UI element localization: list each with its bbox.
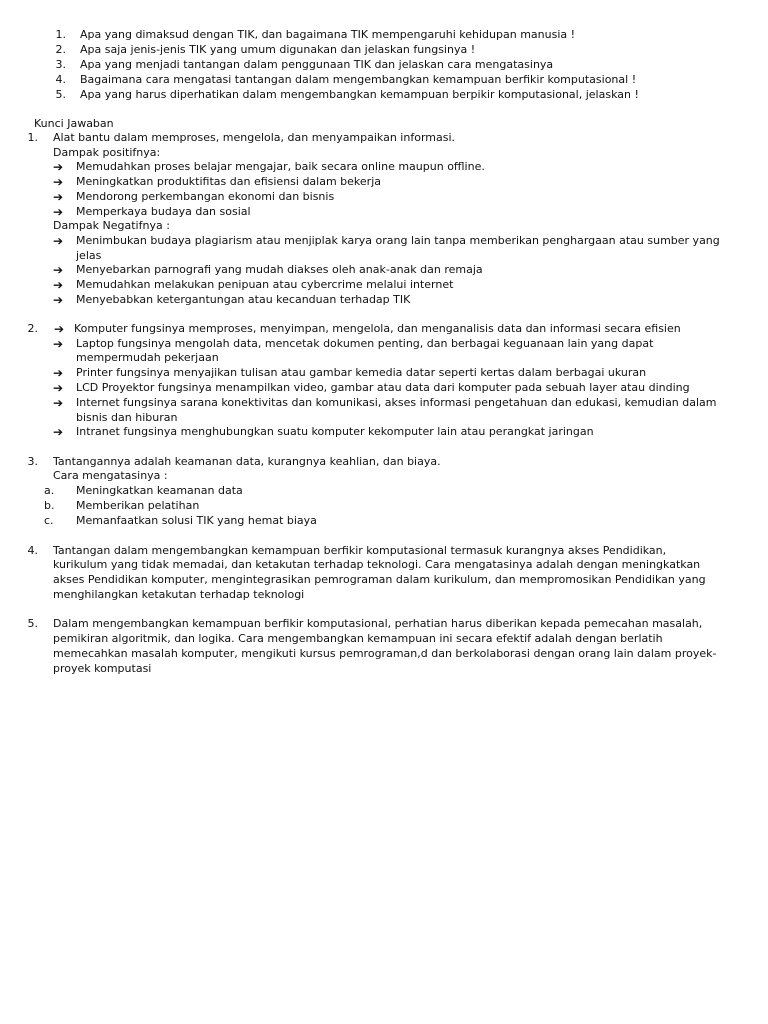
letter-marker: a. <box>44 484 55 497</box>
device-item-internet-continued: bisnis dan hiburan <box>76 411 178 424</box>
solution-item: Memanfaatkan solusi TIK yang hemat biaya <box>76 514 317 527</box>
question-3: Apa yang menjadi tantangan dalam penggunaan TIK dan jelaskan cara mengatasinya <box>80 58 554 71</box>
negative-impact-item: Menyebarkan parnografi yang mudah diakses oleh anak-anak dan remaja <box>76 263 483 276</box>
answer-4-line: menghilangkan ketakutan terhadap teknologi <box>53 588 305 601</box>
device-item-intranet: Intranet fungsinya menghubungkan suatu komputer kekomputer lain atau perangkat jaringan <box>76 425 594 438</box>
question-number: 4. <box>55 73 66 86</box>
answer-4-line: kurikulum yang tidak memadai, dan ketakutan terhadap teknologi. Cara mengatasinya adalah dengan meningkatkan <box>53 558 701 571</box>
device-item-projector: LCD Proyektor fungsinya menampilkan video, gambar atau data dari komputer pada sebuah layer atau dinding <box>76 381 690 394</box>
answer-number: 4. <box>27 544 38 557</box>
positive-impact-item: Memudahkan proses belajar mengajar, baik secara online maupun offline. <box>76 160 485 173</box>
arrow-bullet-icon: ➔ <box>53 190 64 204</box>
answer-1-intro: Alat bantu dalam memproses, mengelola, dan menyampaikan informasi. <box>53 131 456 144</box>
question-2: Apa saja jenis-jenis TIK yang umum digunakan dan jelaskan fungsinya ! <box>80 43 476 56</box>
question-5: Apa yang harus diperhatikan dalam mengembangkan kemampuan berpikir komputasional, jelaskan ! <box>80 88 639 101</box>
answer-5-line: Dalam mengembangkan kemampuan berfikir komputasional, perhatian harus diberikan kepada pemecahan masalah, <box>53 617 703 630</box>
positive-impact-item: Mendorong perkembangan ekonomi dan bisnis <box>76 190 335 203</box>
answer-number: 3. <box>27 455 38 468</box>
answer-heading: Kunci Jawaban <box>34 117 114 130</box>
answer-4-line: akses Pendidikan komputer, mengintegrasikan pemrograman dalam kurikulum, dan mempromosikan Pendidikan yang <box>53 573 706 586</box>
arrow-bullet-icon: ➔ <box>53 366 64 380</box>
arrow-bullet-icon: ➔ <box>53 396 64 410</box>
arrow-bullet-icon: ➔ <box>53 337 64 351</box>
device-item-laptop-continued: mempermudah pekerjaan <box>76 351 219 364</box>
arrow-bullet-icon: ➔ <box>53 278 64 292</box>
device-item-internet: Internet fungsinya sarana konektivitas dan komunikasi, akses informasi pengetahuan dan edukasi, kemudian dalam <box>76 396 717 409</box>
positive-impact-item: Memperkaya budaya dan sosial <box>76 205 251 218</box>
solution-item: Memberikan pelatihan <box>76 499 200 512</box>
answer-number: 5. <box>27 617 38 630</box>
question-1: Apa yang dimaksud dengan TIK, dan bagaimana TIK mempengaruhi kehidupan manusia ! <box>80 28 576 41</box>
negative-impact-item: Menyebabkan ketergantungan atau kecanduan terhadap TIK <box>76 293 411 306</box>
letter-marker: b. <box>44 499 55 512</box>
question-number: 5. <box>55 88 66 101</box>
positive-impact-item: Meningkatkan produktifitas dan efisiensi dalam bekerja <box>76 175 381 188</box>
arrow-bullet-icon: ➔ <box>53 160 64 174</box>
device-item-laptop: Laptop fungsinya mengolah data, mencetak dokumen penting, dan berbagai keguanaan lain yang dapat <box>76 337 654 350</box>
negative-impact-heading: Dampak Negatifnya : <box>53 219 170 232</box>
solution-item: Meningkatkan keamanan data <box>76 484 243 497</box>
positive-impact-heading: Dampak positifnya: <box>53 146 161 159</box>
answer-number: 2. <box>27 322 38 335</box>
solution-heading: Cara mengatasinya : <box>53 469 168 482</box>
question-number: 3. <box>55 58 66 71</box>
arrow-bullet-icon: ➔ <box>53 234 64 248</box>
arrow-bullet-icon: ➔ <box>54 322 65 336</box>
letter-marker: c. <box>44 514 54 527</box>
answer-5-line: pemikiran algoritmik, dan logika. Cara mengembangkan kemampuan ini secara efektif adalah dengan berlatih <box>53 632 663 645</box>
answer-number: 1. <box>27 131 38 144</box>
arrow-bullet-icon: ➔ <box>53 175 64 189</box>
answer-5-line: memecahkan masalah komputer, mengikuti kursus pemrograman,d dan berkolaborasi dengan orang lain dalam proyek- <box>53 647 717 660</box>
answer-2-intro: Komputer fungsinya memproses, menyimpan, mengelola, dan menganalisis data dan informasi secara efisien <box>74 322 681 335</box>
answer-3-intro: Tantangannya adalah keamanan data, kurangnya keahlian, dan biaya. <box>53 455 441 468</box>
arrow-bullet-icon: ➔ <box>53 263 64 277</box>
device-item-printer: Printer fungsinya menyajikan tulisan atau gambar kemedia datar seperti kertas dalam berbagai ukuran <box>76 366 647 379</box>
negative-impact-item-continued: jelas <box>76 249 102 262</box>
arrow-bullet-icon: ➔ <box>53 381 64 395</box>
arrow-bullet-icon: ➔ <box>53 425 64 439</box>
question-number: 1. <box>55 28 66 41</box>
answer-4-line: Tantangan dalam mengembangkan kemampuan berfikir komputasional termasuk kurangnya akses Pendidikan, <box>53 544 667 557</box>
answer-5-line: proyek komputasi <box>53 662 152 675</box>
negative-impact-item: Menimbukan budaya plagiarism atau menjiplak karya orang lain tanpa memberikan penghargaan atau sumber yang <box>76 234 720 247</box>
question-number: 2. <box>55 43 66 56</box>
arrow-bullet-icon: ➔ <box>53 205 64 219</box>
arrow-bullet-icon: ➔ <box>53 293 64 307</box>
question-4: Bagaimana cara mengatasi tantangan dalam mengembangkan kemampuan berfikir komputasional ! <box>80 73 637 86</box>
negative-impact-item: Memudahkan melakukan penipuan atau cybercrime melalui internet <box>76 278 454 291</box>
